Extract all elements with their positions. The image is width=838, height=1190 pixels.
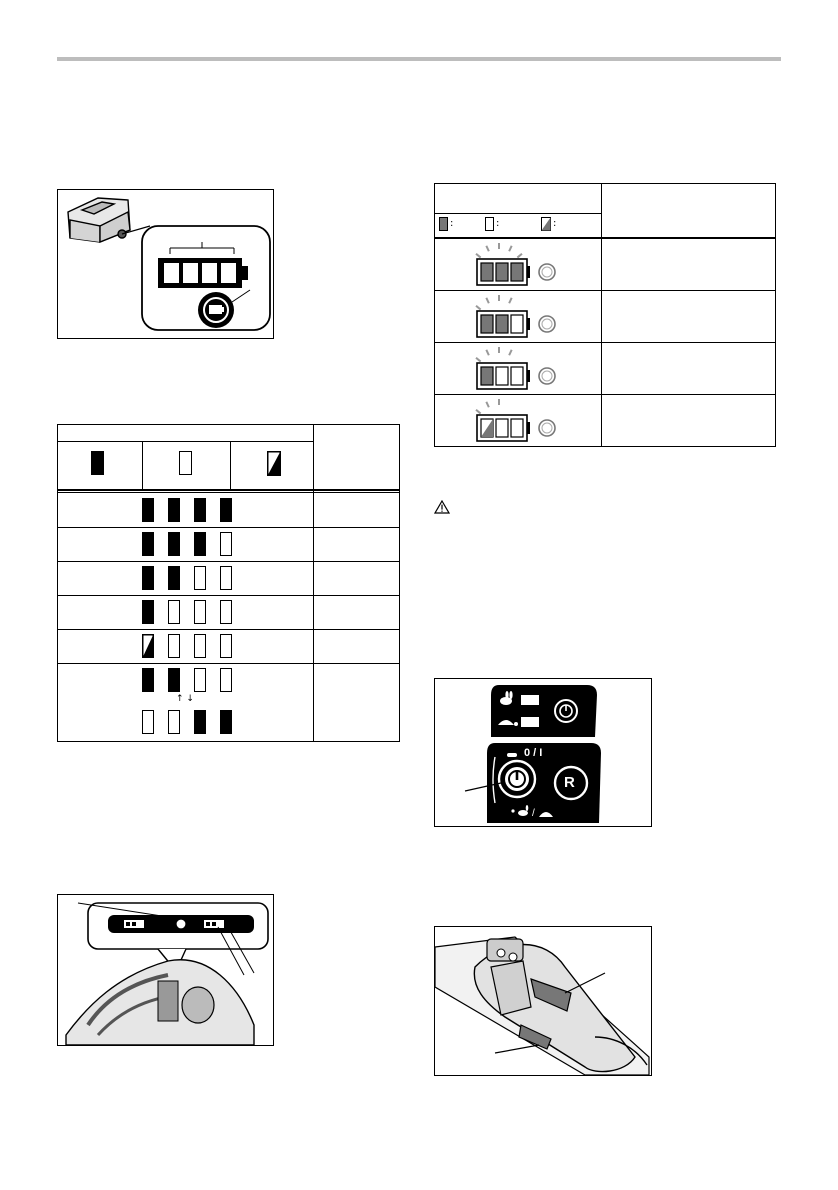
capacity-lamp-r0-c3	[220, 498, 232, 522]
tool-indicator-figure	[57, 894, 274, 1046]
control-panel-figure	[434, 678, 652, 827]
capacity-lamp-r2-c0	[142, 566, 154, 590]
capacity-lamp-r3-c2	[194, 600, 206, 624]
capacity-lamp-r2-c2	[194, 566, 206, 590]
legend-row	[439, 217, 599, 233]
capacity-alt-lamp-r1-c2	[194, 710, 206, 734]
capacity-lamp-r4-c3	[220, 634, 232, 658]
capacity-lamp-r3-c0	[142, 600, 154, 624]
handle-trigger-figure	[434, 926, 652, 1076]
battery-indicator-figure	[57, 189, 274, 339]
capacity-lamp-r3-c1	[168, 600, 180, 624]
capacity-lamp-r4-c0	[142, 634, 154, 658]
battery-remaining-gauge-2	[443, 343, 593, 393]
capacity-alt-lamp-r0-c3	[220, 668, 232, 692]
capacity-alt-lamp-r0-c2	[194, 668, 206, 692]
battery-pack-icon	[68, 198, 130, 242]
capacity-lamp-r4-c1	[168, 634, 180, 658]
capacity-lamp-r1-c0	[142, 532, 154, 556]
warning-triangle-icon	[434, 500, 450, 514]
battery-remaining-table	[434, 183, 776, 447]
capacity-lamp-r3-c3	[220, 600, 232, 624]
capacity-alt-lamp-r1-c0	[142, 710, 154, 734]
blinking-lamp-legend-icon	[267, 451, 281, 476]
capacity-lamp-r0-c1	[168, 498, 180, 522]
blink-cell-legend-icon	[541, 217, 551, 231]
capacity-lamp-r4-c2	[194, 634, 206, 658]
legend-colon-2: :	[496, 218, 500, 229]
legend-colon-1: :	[450, 218, 454, 229]
capacity-lamp-r0-c2	[194, 498, 206, 522]
power-switch-label: 0 / I	[524, 747, 543, 759]
capacity-lamp-r2-c1	[168, 566, 180, 590]
off-lamp-legend-icon	[179, 451, 192, 475]
top-rule	[57, 57, 781, 61]
capacity-lamp-r1-c2	[194, 532, 206, 556]
battery-remaining-gauge-3	[443, 395, 593, 445]
off-cell-legend-icon	[485, 217, 494, 231]
legend-colon-3: :	[553, 218, 557, 229]
capacity-alt-lamp-r0-c1	[168, 668, 180, 692]
battery-remaining-gauge-1	[443, 291, 593, 341]
capacity-alt-lamp-r0-c0	[142, 668, 154, 692]
reverse-button-label: R	[564, 774, 575, 791]
lit-lamp-legend-icon	[91, 451, 104, 475]
capacity-lamp-r1-c3	[220, 532, 232, 556]
battery-remaining-gauge-0	[443, 239, 593, 289]
capacity-lamp-r1-c1	[168, 532, 180, 556]
capacity-table	[57, 424, 400, 742]
alternating-arrows: ↑ ↓	[176, 694, 194, 704]
mode-separator: /	[532, 808, 535, 819]
capacity-lamp-r0-c0	[142, 498, 154, 522]
lit-cell-legend-icon	[439, 217, 448, 231]
capacity-lamp-r2-c3	[220, 566, 232, 590]
capacity-alt-lamp-r1-c1	[168, 710, 180, 734]
capacity-alt-lamp-r1-c3	[220, 710, 232, 734]
